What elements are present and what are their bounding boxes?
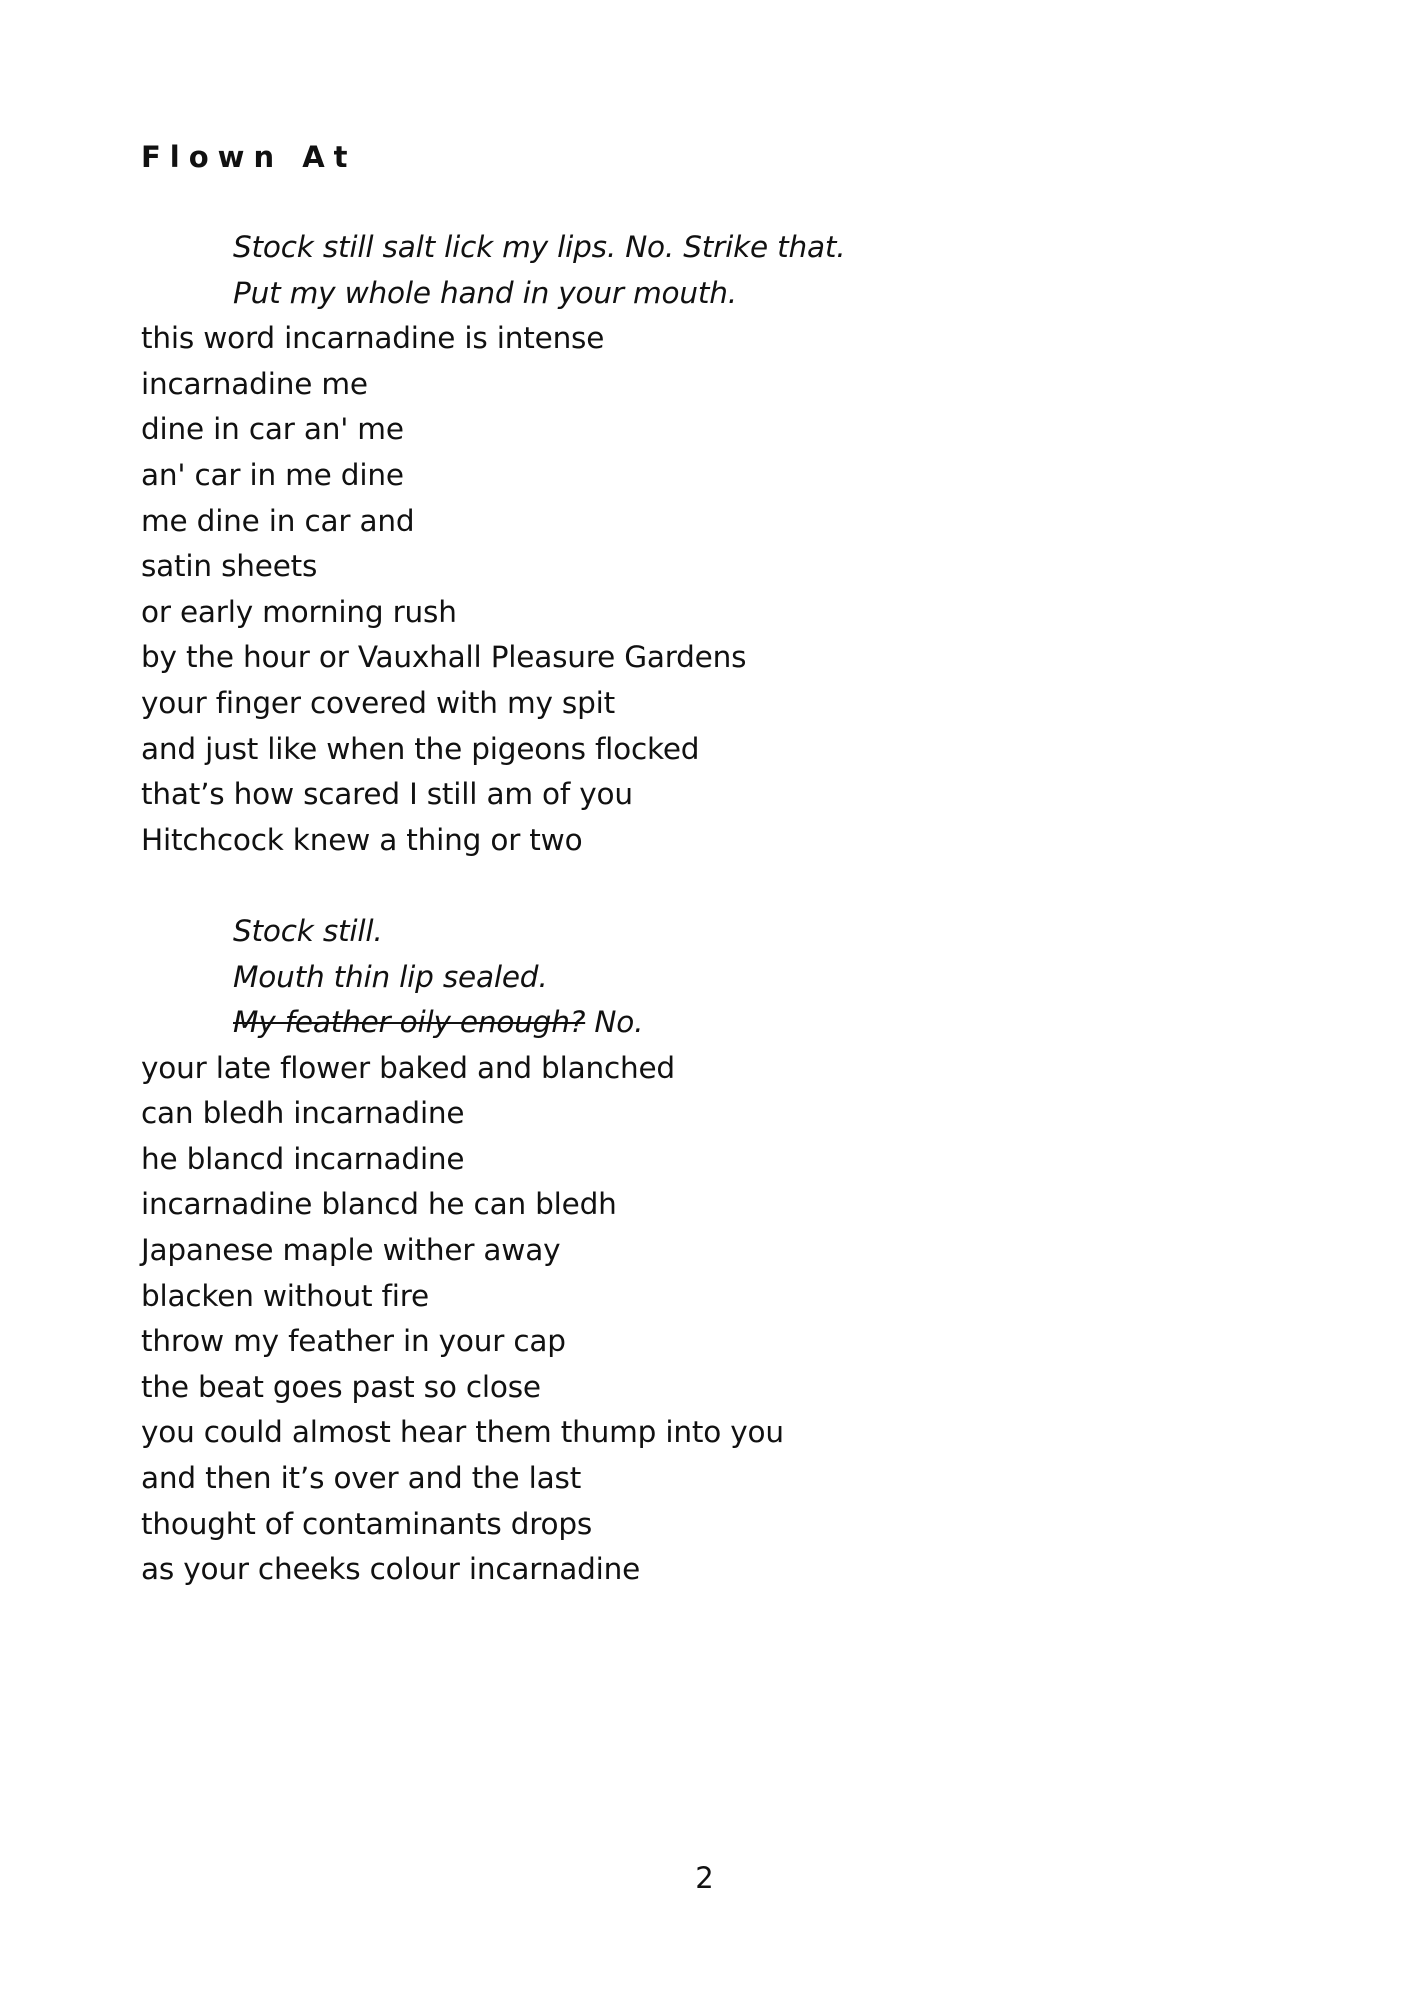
italic-line: Stock still. — [233, 913, 383, 948]
poem-title: Flown At — [141, 140, 357, 174]
struck-suffix: No. — [585, 1005, 644, 1040]
poem-line: by the hour or Vauxhall Pleasure Gardens — [141, 640, 747, 675]
italic-line: Put my whole hand in your mouth. — [233, 275, 737, 310]
stanza-2 — [141, 909, 1341, 1593]
poem-line: you could almost hear them thump into you — [141, 1415, 784, 1450]
poem-line: he blancd incarnadine — [141, 1141, 465, 1176]
poem-line: as your cheeks colour incarnadine — [141, 1552, 641, 1587]
page-number: 2 — [695, 1861, 714, 1895]
italic-line-struck — [141, 1000, 1341, 1046]
poem-line: satin sheets — [141, 549, 318, 584]
italic-line: Mouth thin lip sealed. — [233, 959, 548, 994]
poem-line: thought of contaminants drops — [141, 1506, 593, 1541]
poem-line: or early morning rush — [141, 594, 457, 629]
poem-line: and just like when the pigeons flocked — [141, 731, 700, 766]
poem-line: this word incarnadine is intense — [141, 321, 605, 356]
poem-line: incarnadine blancd he can bledh — [141, 1187, 617, 1222]
poem-line: dine in car an' me — [141, 412, 404, 447]
poem-line: your finger covered with my spit — [141, 685, 615, 720]
poem-line: the beat goes past so close — [141, 1369, 541, 1404]
poem-body — [141, 225, 1341, 1593]
poem-line: Japanese maple wither away — [141, 1233, 561, 1268]
poem-line: and then it’s over and the last — [141, 1461, 582, 1496]
poem-line: that’s how scared I still am of you — [141, 777, 633, 812]
poem-line: throw my feather in your cap — [141, 1324, 566, 1359]
poem-line: an' car in me dine — [141, 457, 404, 492]
poem-line: can bledh incarnadine — [141, 1096, 465, 1131]
poem-line: incarnadine me — [141, 366, 368, 401]
stanza-break — [141, 863, 1341, 909]
poem-line: Hitchcock knew a thing or two — [141, 822, 583, 857]
stanza-1 — [141, 225, 1341, 863]
struck-text: My feather oily enough? — [233, 1005, 586, 1040]
poem-line: blacken without fire — [141, 1278, 429, 1313]
italic-line: Stock still salt lick my lips. No. Strike that. — [233, 230, 846, 264]
poem-line: me dine in car and — [141, 503, 415, 538]
poem-line: your late flower baked and blanched — [141, 1050, 675, 1085]
